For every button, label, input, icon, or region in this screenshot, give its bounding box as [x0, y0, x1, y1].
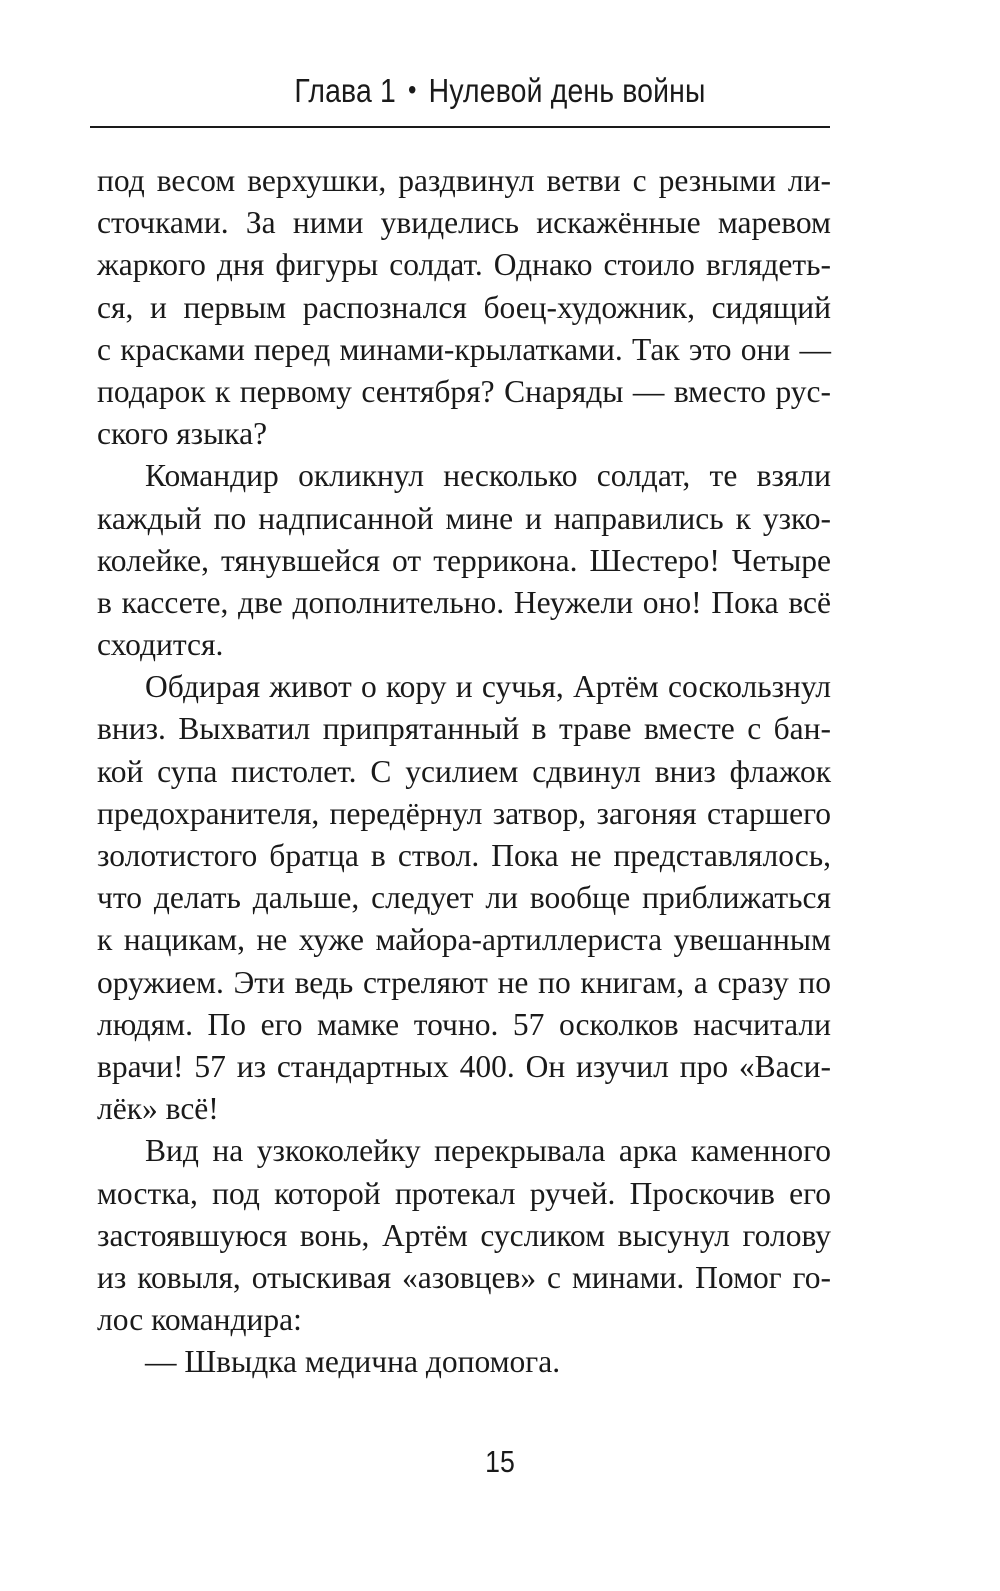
text-line: людям. По его мамке точно. 57 осколков насчитали	[97, 1006, 831, 1042]
text-line: что делать дальше, следует ли вообще приближаться	[97, 880, 831, 916]
text-line: ского языка?	[97, 416, 268, 452]
text-line: лёк» всё!	[97, 1091, 219, 1127]
text-line: оружием. Эти ведь стреляют не по книгам, а сразу по	[97, 964, 831, 1000]
text-line: каждый по надписанной мине и направились к узко-	[97, 500, 831, 536]
chapter-label: Глава 1	[294, 72, 396, 109]
text-line: — Швыдка медична допомога.	[145, 1344, 561, 1380]
text-line: колейке, тянувшейся от террикона. Шестеро! Четыре	[97, 542, 831, 578]
text-line: Командир окликнул несколько солдат, те взяли	[145, 458, 831, 494]
text-line: ся, и первым распознался боец-художник, сидящий	[97, 289, 831, 325]
running-head	[70, 72, 930, 110]
text-line: в кассете, две дополнительно. Неужели оно! Пока всё	[97, 584, 831, 620]
text-line: под весом верхушки, раздвинул ветви с резными ли-	[97, 163, 831, 198]
text-line: врачи! 57 из стандартных 400. Он изучил про «Васи-	[97, 1048, 831, 1084]
text-line: подарок к первому сентября? Снаряды — вместо рус-	[97, 373, 831, 409]
text-line: вниз. Выхватил припрятанный в траве вместе с бан-	[97, 711, 831, 747]
bullet-separator: •	[407, 74, 417, 105]
chapter-title: Нулевой день войны	[428, 72, 706, 109]
text-line: золотистого братца в ствол. Пока не представлялось,	[97, 838, 831, 873]
body-text	[97, 160, 831, 1383]
text-line: из ковыля, отыскивая «азовцев» с минами. Помог го-	[97, 1259, 831, 1295]
text-line: застоявшуюся вонь, Артём сусликом высунул голову	[97, 1217, 831, 1253]
text-line: предохранителя, передёрнул затвор, загоняя старшего	[97, 795, 831, 831]
page-number: 15	[485, 1444, 515, 1479]
header-rule	[90, 126, 830, 128]
text-line: с красками перед минами-крылатками. Так это они —	[97, 331, 831, 367]
text-line: мостка, под которой протекал ручей. Проскочив его	[97, 1175, 831, 1211]
text-line: Вид на узкоколейку перекрывала арка каменного	[145, 1133, 831, 1169]
text-line: сточками. За ними увиделись искажённые маревом	[97, 205, 831, 241]
text-line: сходится.	[97, 627, 224, 663]
text-line: жаркого дня фигуры солдат. Однако стоило вглядеть-	[97, 247, 831, 283]
text-line: лос командира:	[97, 1302, 302, 1338]
text-line: Обдирая живот о кору и сучья, Артём соскользнул	[145, 669, 831, 705]
text-line: кой супа пистолет. С усилием сдвинул вниз флажок	[97, 753, 831, 789]
text-line: к нацикам, не хуже майора-артиллериста увешанным	[97, 922, 831, 958]
